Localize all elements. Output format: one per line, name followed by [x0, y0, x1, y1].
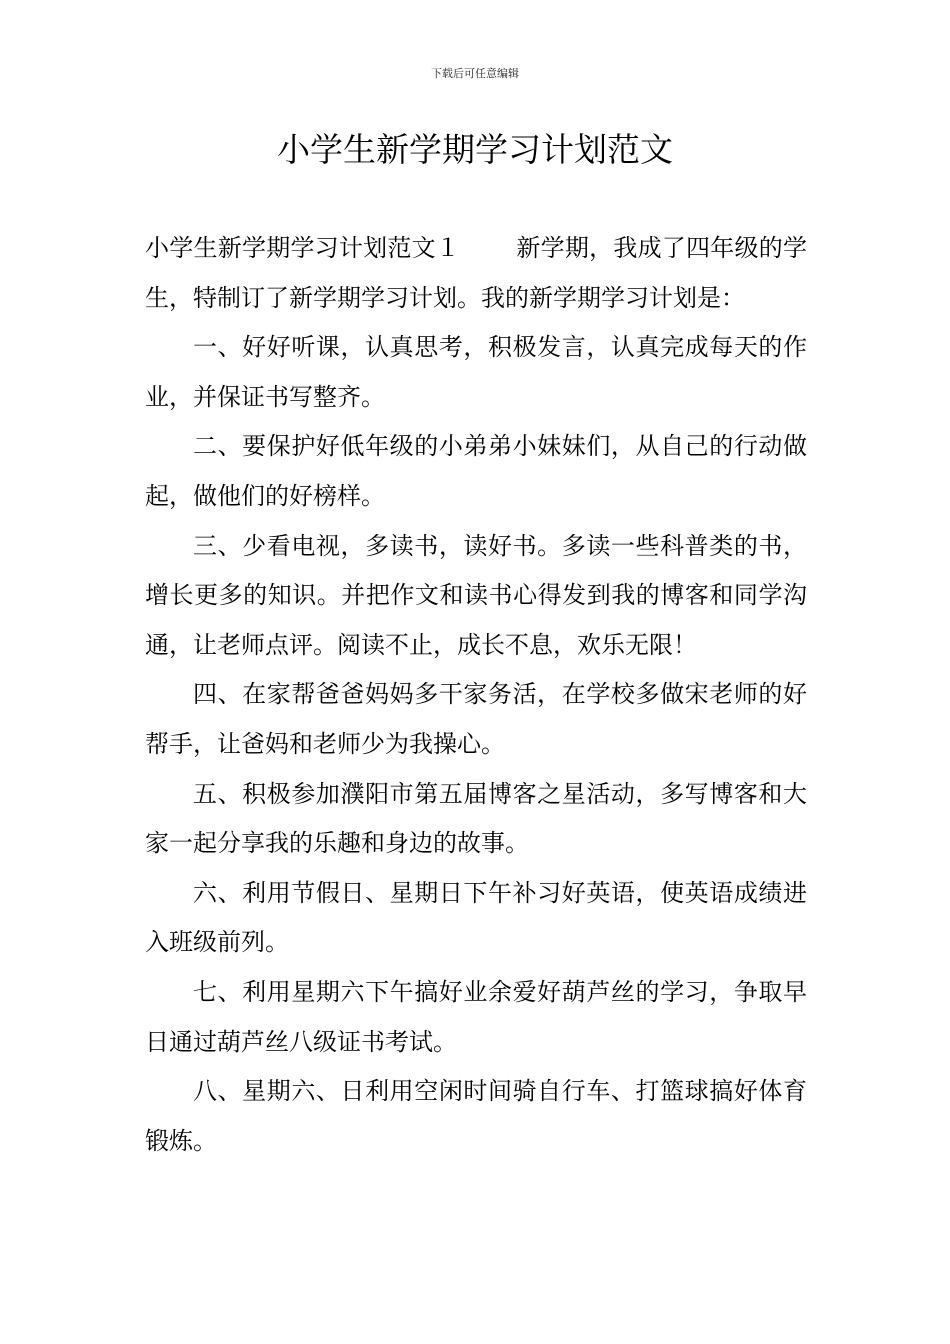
plan-item-4: 四、在家帮爸爸妈妈多干家务活，在学校多做宋老师的好帮手，让爸妈和老师少为我操心。: [145, 680, 807, 758]
plan-item-6: 六、利用节假日、星期日下午补习好英语，使英语成绩进入班级前列。: [145, 878, 807, 957]
plan-item-8: 八、星期六、日利用空闲时间骑自行车、打篮球搞好体育锻炼。: [145, 1077, 807, 1155]
intro-paragraph: [145, 224, 807, 323]
intro-heading: 小学生新学期学习计划范文１: [145, 234, 461, 262]
plan-item-2: 二、要保护好低年级的小弟弟小妹妹们，从自己的行动做起，做他们的好榜样。: [145, 432, 807, 510]
plan-item-3: 三、少看电视，多读书，读好书。多读一些科普类的书，增长更多的知识。并把作文和读书心得发到我的博客和同学沟通，让老师点评。阅读不止，成长不息，欢乐无限！: [145, 531, 807, 659]
document-title: 小学生新学期学习计划范文: [277, 130, 673, 169]
plan-item-5: 五、积极参加濮阳市第五届博客之星活动，多写博客和大家一起分享我的乐趣和身边的故事。: [145, 779, 807, 858]
header-note: 下载后可任意编辑: [431, 67, 519, 80]
plan-item-1: 一、好好听课，认真思考，积极发言，认真完成每天的作业，并保证书写整齐。: [145, 333, 807, 411]
intro-text: 新学期，我成了四年级的学生，特制订了新学期学习计划。我的新学期学习计划是：: [145, 234, 808, 312]
document-body: [145, 224, 807, 1166]
plan-item-7: 七、利用星期六下午搞好业余爱好葫芦丝的学习，争取早日通过葫芦丝八级证书考试。: [145, 977, 807, 1056]
